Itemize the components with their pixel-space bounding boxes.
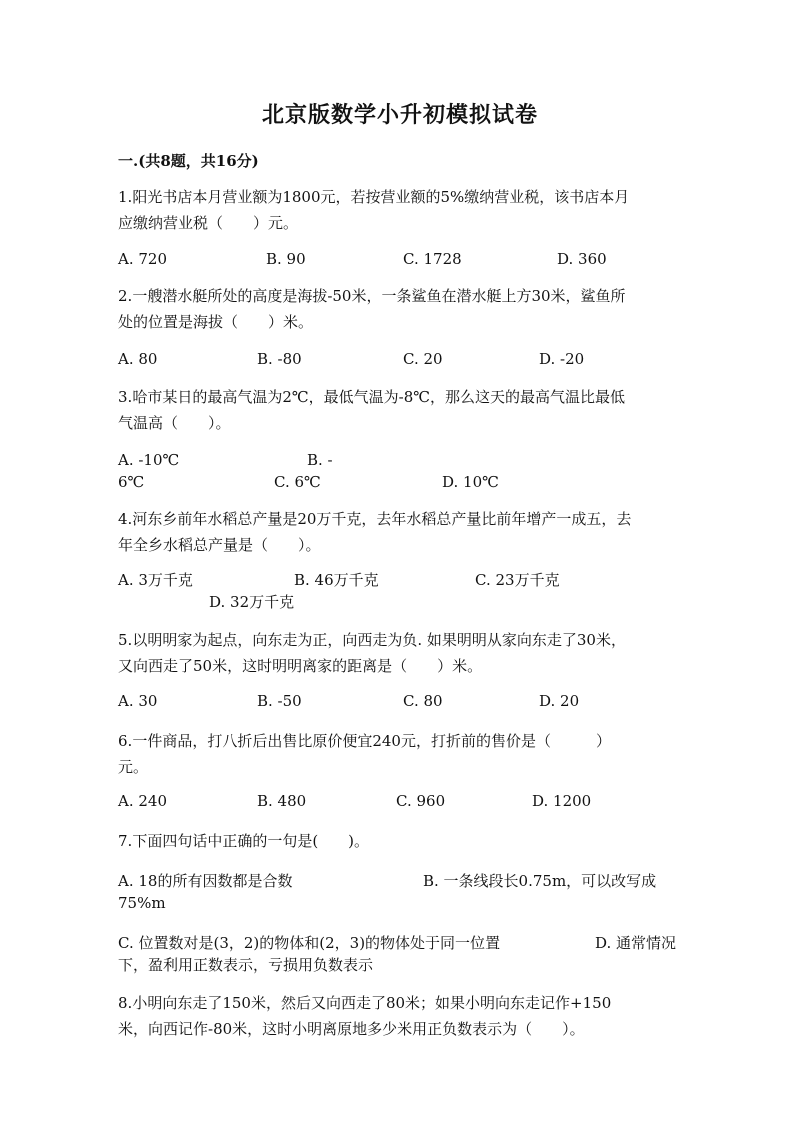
question-4-text — [118, 506, 688, 558]
option-d-continued: 下，盈利用正数表示，亏损用负数表示 — [118, 956, 374, 974]
question-line: 应缴纳营业税（ ）元。 — [118, 214, 299, 232]
option-d: D. 10℃ — [442, 473, 499, 491]
option-d: D. 20 — [539, 692, 580, 710]
question-line: 下面四句话中正确的一句是( )。 — [132, 832, 370, 850]
option-c: C. 20 — [403, 350, 443, 368]
question-line: 又向西走了50米，这时明明离家的距离是（ ）米。 — [118, 657, 483, 675]
question-number: 8. — [118, 994, 133, 1012]
option-c: C. 1728 — [403, 250, 462, 268]
question-line: 气温高（ ）。 — [118, 414, 231, 432]
option-d: D. 通常情况 — [595, 934, 677, 952]
question-2-text — [118, 283, 688, 335]
question-number: 6. — [118, 732, 133, 750]
option-c: C. 960 — [396, 792, 446, 810]
option-d: D. 32万千克 — [209, 593, 295, 611]
option-b: B. 46万千克 — [294, 571, 379, 589]
option-b: B. -50 — [257, 692, 302, 710]
question-line: 一件商品，打八折后出售比原价便宜240元，打折前的售价是（ ） — [132, 732, 611, 750]
option-c: C. 80 — [403, 692, 443, 710]
question-line: 阳光书店本月营业额为1800元，若按营业额的5%缴纳营业税，该书店本月 — [132, 188, 630, 206]
option-d: D. 360 — [557, 250, 607, 268]
option-b: B. -80 — [257, 350, 302, 368]
question-line: 哈市某日的最高气温为2℃，最低气温为-8℃，那么这天的最高气温比最低 — [132, 388, 626, 406]
option-b: B. - — [307, 451, 333, 469]
option-b: B. 一条线段长0.75m，可以改写成 — [423, 872, 657, 890]
question-line: 河东乡前年水稻总产量是20万千克，去年水稻总产量比前年增产一成五，去 — [132, 510, 632, 528]
question-line: 米，向西记作-80米，这时小明离原地多少米用正负数表示为（ ）。 — [118, 1020, 585, 1038]
question-line: 以明明家为起点，向东走为正，向西走为负. 如果明明从家向东走了30米， — [132, 631, 626, 649]
option-c: C. 6℃ — [274, 473, 321, 491]
option-c: C. 位置数对是(3，2)的物体和(2，3)的物体处于同一位置 — [118, 934, 501, 952]
question-number: 7. — [118, 832, 133, 850]
question-number: 1. — [118, 188, 133, 206]
question-5-text — [118, 627, 688, 679]
question-3-text — [118, 384, 688, 436]
option-d: D. 1200 — [532, 792, 592, 810]
question-line: 处的位置是海拔（ ）米。 — [118, 313, 314, 331]
question-line: 元。 — [118, 758, 149, 776]
option-d: D. -20 — [539, 350, 585, 368]
page-title: 北京版数学小升初模拟试卷 — [261, 102, 538, 128]
question-number: 4. — [118, 510, 133, 528]
question-6-text — [118, 728, 688, 780]
option-b: B. 90 — [266, 250, 306, 268]
question-7-text — [118, 828, 688, 854]
option-a: A. 3万千克 — [118, 571, 193, 589]
question-8-text — [118, 990, 688, 1042]
option-b-continued: 6℃ — [118, 473, 145, 491]
option-b-continued: 75%m — [118, 894, 166, 912]
option-a: A. 240 — [118, 792, 167, 810]
question-number: 3. — [118, 388, 133, 406]
section-header: 一.(共8题，共16分) — [118, 152, 259, 170]
option-c: C. 23万千克 — [475, 571, 560, 589]
option-b: B. 480 — [257, 792, 307, 810]
option-a: A. 720 — [118, 250, 167, 268]
option-a: A. -10℃ — [118, 451, 180, 469]
question-number: 2. — [118, 287, 133, 305]
question-line: 小明向东走了150米，然后又向西走了80米；如果小明向东走记作+150 — [132, 994, 612, 1012]
option-a: A. 80 — [118, 350, 158, 368]
question-1-text — [118, 184, 688, 236]
question-line: 年全乡水稻总产量是（ ）。 — [118, 536, 321, 554]
question-line: 一艘潜水艇所处的高度是海拔-50米，一条鲨鱼在潜水艇上方30米，鲨鱼所 — [132, 287, 626, 305]
option-a: A. 18的所有因数都是合数 — [118, 872, 293, 890]
option-a: A. 30 — [118, 692, 158, 710]
question-number: 5. — [118, 631, 133, 649]
